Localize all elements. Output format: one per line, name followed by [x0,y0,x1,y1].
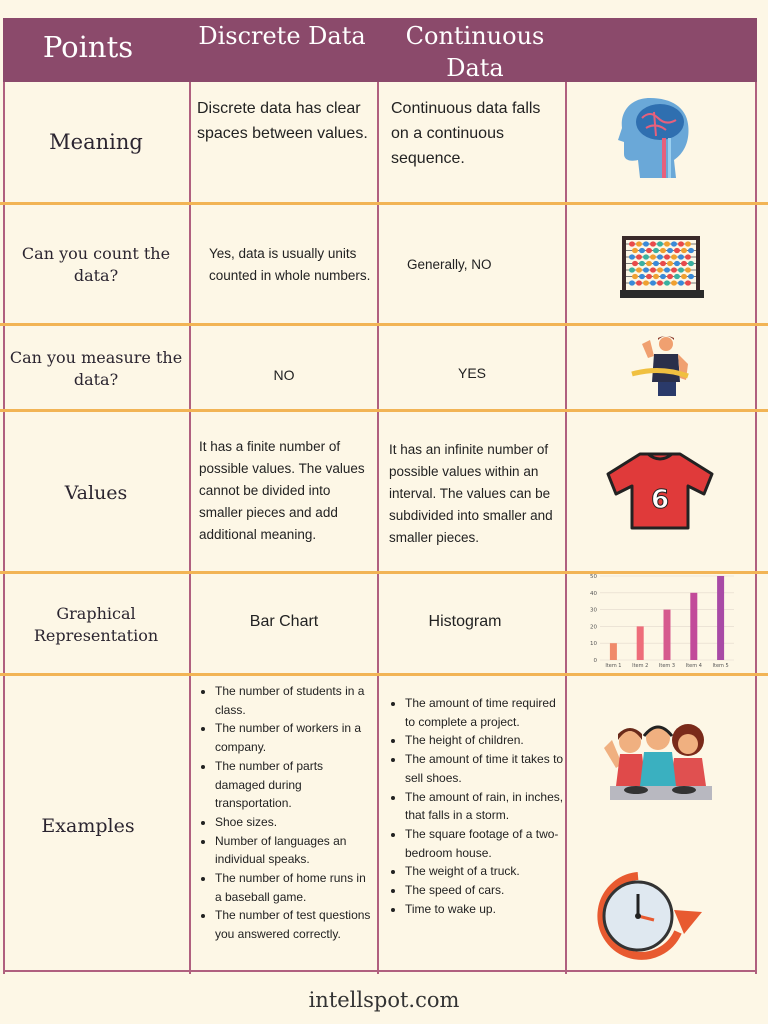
list-item: • The amount of time required to complete a project. [405,694,565,731]
header-continuous: Continuous Data [405,22,545,82]
list-item: • The number of parts damaged during transportation. [215,757,373,813]
chart-bar [637,626,644,660]
row-label-meaning: Meaning [49,130,143,154]
chart-y-tick: 50 [590,574,597,580]
chart-x-tick: Item 1 [605,663,622,669]
list-item: • Shoe sizes. [215,813,373,832]
list-item: • Number of languages an individual speaks. [215,832,373,869]
chart-x-tick: Item 4 [685,663,702,669]
row-label-examples: Examples [41,814,135,837]
table-bottom-border [3,970,757,972]
chart-y-tick: 30 [590,607,597,614]
chart-y-tick: 40 [590,590,597,597]
row-divider [0,323,768,326]
footer-site: intellspot.com [308,988,460,1012]
examples-continuous [383,694,565,964]
list-item: • The amount of rain, in inches, that falls in a storm. [405,788,565,825]
row-divider [0,202,768,205]
list-item: • The number of test questions you answered correctly. [215,906,373,943]
row-label-graph: Graphical Representation [33,603,159,645]
table-header [3,18,757,82]
chart-bar [717,576,724,660]
jersey-icon [604,450,716,532]
count-continuous: Generally, NO [407,256,492,272]
fitness-man-icon [630,334,694,398]
values-discrete: It has a finite number of possible values. The values cannot be divided into smaller pieces and add additional meaning. [199,438,365,542]
list-item: • The amount of time it takes to sell shoes. [405,750,565,787]
list-item: • The number of students in a class. [215,682,373,719]
row-label-count: Can you count the data? [21,243,171,285]
chart-y-tick: 10 [590,641,597,648]
list-item: • The square footage of a two-bedroom house. [405,825,565,862]
examples-discrete-list [193,682,373,944]
col-border [189,82,191,974]
list-item: • The number of home runs in a baseball game. [215,869,373,906]
chart-bar [690,593,697,660]
graph-continuous: Histogram [428,613,502,630]
chart-x-tick: Item 2 [632,663,649,669]
list-item: • The speed of cars. [405,881,565,900]
chart-y-tick: 20 [590,624,597,631]
list-item: • Time to wake up. [405,900,565,919]
row-divider [0,409,768,412]
chart-bar [610,643,617,660]
jersey-number: 6 [650,485,670,515]
bar-chart-icon [586,572,738,672]
brain-head-icon [616,94,692,180]
measure-discrete: NO [273,367,295,383]
meaning-discrete: Discrete data has clear spaces between values. [197,100,368,142]
measure-continuous: YES [457,365,486,381]
col-border [755,82,757,974]
chart-y-tick: 0 [593,658,597,664]
col-border [565,82,567,974]
abacus-icon [620,234,704,300]
row-divider [0,673,768,676]
row-label-values: Values [64,481,128,504]
list-item: • The number of workers in a company. [215,719,373,756]
examples-continuous-list [383,694,565,918]
header-points: Points [42,30,134,64]
clock-icon [590,872,706,962]
col-border [377,82,379,974]
header-discrete: Discrete Data [198,22,366,50]
count-discrete: Yes, data is usually units counted in whole numbers. [209,245,371,283]
values-continuous: It has an infinite number of possible values within an interval. The values can be subdivided into smaller and smaller pieces. [389,441,553,545]
chart-bar [664,610,671,660]
row-label-measure: Can you measure the data? [9,347,183,389]
graph-discrete: Bar Chart [249,613,319,630]
dj-kids-icon [602,714,718,806]
list-item: • The height of children. [405,731,565,750]
list-item: • The weight of a truck. [405,862,565,881]
meaning-continuous: Continuous data falls on a continuous sequence. [391,100,541,167]
examples-discrete [193,682,373,972]
chart-x-tick: Item 5 [712,663,729,669]
chart-x-tick: Item 3 [658,663,676,669]
